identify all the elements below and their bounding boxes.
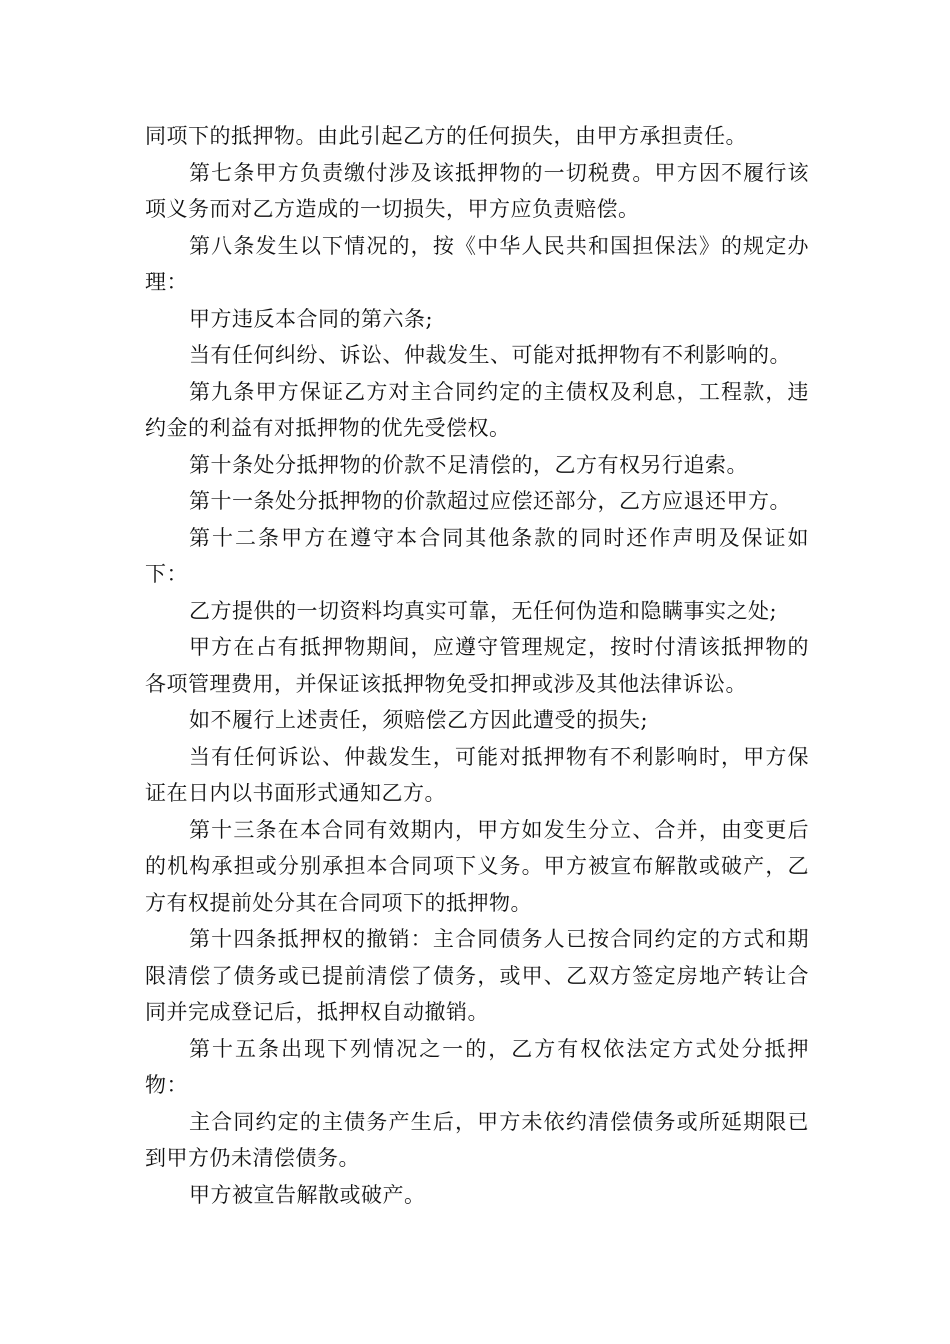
paragraph-article-13: 第十三条在本合同有效期内，甲方如发生分立、合并，由变更后的机构承担或分别承担本合同项下义务。甲方被宣布解散或破产，乙方有权提前处分其在合同项下的抵押物。 [145, 817, 809, 915]
paragraph-article-12: 第十二条甲方在遵守本合同其他条款的同时还作声明及保证如下： [145, 525, 809, 586]
document-body [145, 118, 809, 1213]
paragraph-article-15-item-2: 甲方被宣告解散或破产。 [189, 1182, 426, 1207]
paragraph-article-7: 第七条甲方负责缴付涉及该抵押物的一切税费。甲方因不履行该项义务而对乙方造成的一切损失，甲方应负责赔偿。 [145, 160, 809, 221]
paragraph-article-12-item-1: 乙方提供的一切资料均真实可靠，无任何伪造和隐瞒事实之处; [189, 598, 778, 623]
paragraph-article-10: 第十条处分抵押物的价款不足清偿的，乙方有权另行追索。 [189, 452, 748, 477]
paragraph-article-12-item-2: 甲方在占有抵押物期间，应遵守管理规定，按时付清该抵押物的各项管理费用，并保证该抵押物免受扣押或涉及其他法律诉讼。 [145, 635, 809, 696]
paragraph-article-14: 第十四条抵押权的撤销：主合同债务人已按合同约定的方式和期限清偿了债务或已提前清偿了债务，或甲、乙双方签定房地产转让合同并完成登记后，抵押权自动撤销。 [145, 927, 809, 1024]
paragraph-article-12-item-3: 如不履行上述责任，须赔偿乙方因此遭受的损失; [189, 708, 649, 732]
paragraph-article-15: 第十五条出现下列情况之一的，乙方有权依法定方式处分抵押物： [145, 1036, 809, 1097]
paragraph-article-8: 第八条发生以下情况的，按《中华人民共和国担保法》的规定办理： [145, 233, 809, 294]
paragraph-article-11: 第十一条处分抵押物的价款超过应偿还部分，乙方应退还甲方。 [189, 489, 791, 513]
paragraph-continuation: 同项下的抵押物。由此引起乙方的任何损失，由甲方承担责任。 [145, 124, 747, 148]
paragraph-article-8-item-1: 甲方违反本合同的第六条; [189, 306, 434, 331]
paragraph-article-8-item-2: 当有任何纠纷、诉讼、仲裁发生、可能对抵押物有不利影响的。 [189, 343, 791, 367]
paragraph-article-12-item-4: 当有任何诉讼、仲裁发生，可能对抵押物有不利影响时，甲方保证在日内以书面形式通知乙方。 [145, 744, 809, 805]
paragraph-article-15-item-1: 主合同约定的主债务产生后，甲方未依约清偿债务或所延期限已到甲方仍未清偿债务。 [145, 1109, 809, 1170]
paragraph-article-9: 第九条甲方保证乙方对主合同约定的主债权及利息，工程款，违约金的利益有对抵押物的优先受偿权。 [145, 379, 809, 440]
